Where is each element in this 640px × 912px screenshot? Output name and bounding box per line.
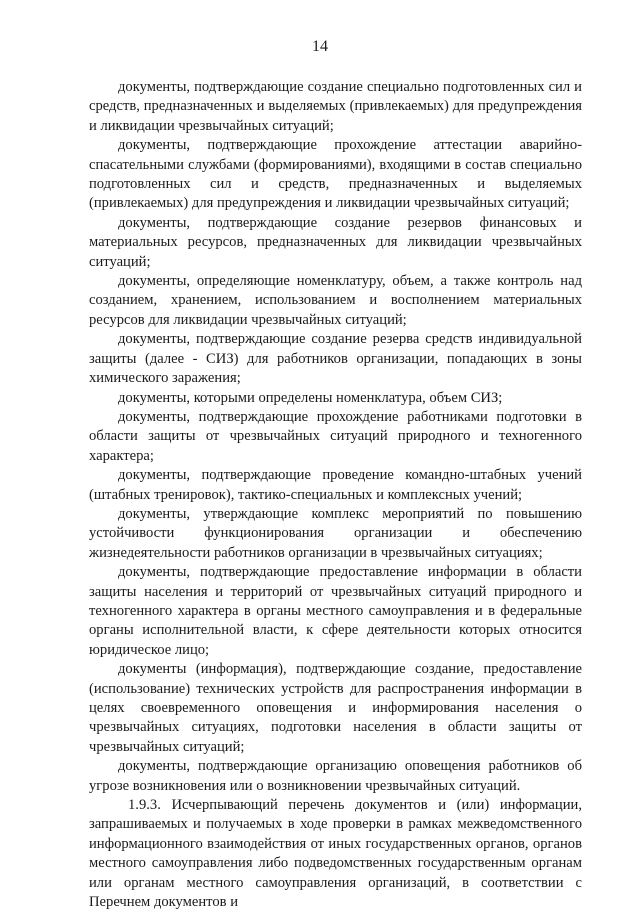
paragraph: документы, подтверждающие предоставление информации в области защиты населения и территорий от чрезвычайных ситуаций природного и техногенного характера в органы местного самоуправления и в федеральные органы исполнительной власти, к сфере деятельности которых относится юридическое лицо; bbox=[89, 564, 582, 658]
paragraph: документы, определяющие номенклатуру, объем, а также контроль над созданием, хранением, использованием и восполнением материальных ресурсов для ликвидации чрезвычайных ситуаций; bbox=[89, 273, 582, 328]
paragraph: документы, подтверждающие организацию оповещения работников об угрозе возникновения или о возникновении чрезвычайных ситуаций. bbox=[89, 758, 582, 794]
page-number: 14 bbox=[312, 38, 328, 55]
paragraph: документы, подтверждающие создание резервов финансовых и материальных ресурсов, предназначенных для ликвидации чрезвычайных ситуаций; bbox=[89, 214, 582, 270]
paragraph: документы, подтверждающие прохождение работниками подготовки в области защиты от чрезвычайных ситуаций природного и техногенного характера; bbox=[89, 408, 582, 464]
document-body bbox=[89, 78, 582, 912]
numbered-paragraph: 1.9.3. Исчерпывающий перечень документов и (или) информации, запрашиваемых и получаемых в ходе проверки в рамках межведомственного информационного взаимодействия от иных государственных органов, органов местного самоуправления либо подведомственных государственным органам или органам местного самоуправления организаций, в соответствии с Перечнем документов и bbox=[89, 797, 582, 911]
paragraph: документы, которыми определены номенклатура, объем СИЗ; bbox=[118, 389, 503, 406]
paragraph: документы, подтверждающие создание специально подготовленных сил и средств, предназначенных и выделяемых (привлекаемых) для предупреждения и ликвидации чрезвычайных ситуаций; bbox=[89, 79, 582, 134]
paragraph: документы, подтверждающие создание резерва средств индивидуальной защиты (далее - СИЗ) для работников организации, попадающих в зоны химического заражения; bbox=[89, 331, 582, 387]
paragraph: документы (информация), подтверждающие создание, предоставление (использование) технических устройств для распространения информации в целях своевременного оповещения и информирования населения о чрезвычайных ситуациях, подготовки населения в области защиты от чрезвычайных ситуаций; bbox=[89, 661, 582, 755]
paragraph: документы, утверждающие комплекс мероприятий по повышению устойчивости функционирования организации и обеспечению жизнедеятельности работников организации в чрезвычайных ситуациях; bbox=[89, 505, 582, 561]
paragraph: документы, подтверждающие проведение командно-штабных учений (штабных тренировок), тактико-специальных и комплексных учений; bbox=[89, 467, 582, 503]
paragraph: документы, подтверждающие прохождение аттестации аварийно-спасательными службами (формированиями), входящими в состав специально подготовленных сил и средств, предназначенных и выделяемых (привлекаемых) для предупреждения и ликвидации чрезвычайных ситуаций; bbox=[89, 137, 582, 212]
